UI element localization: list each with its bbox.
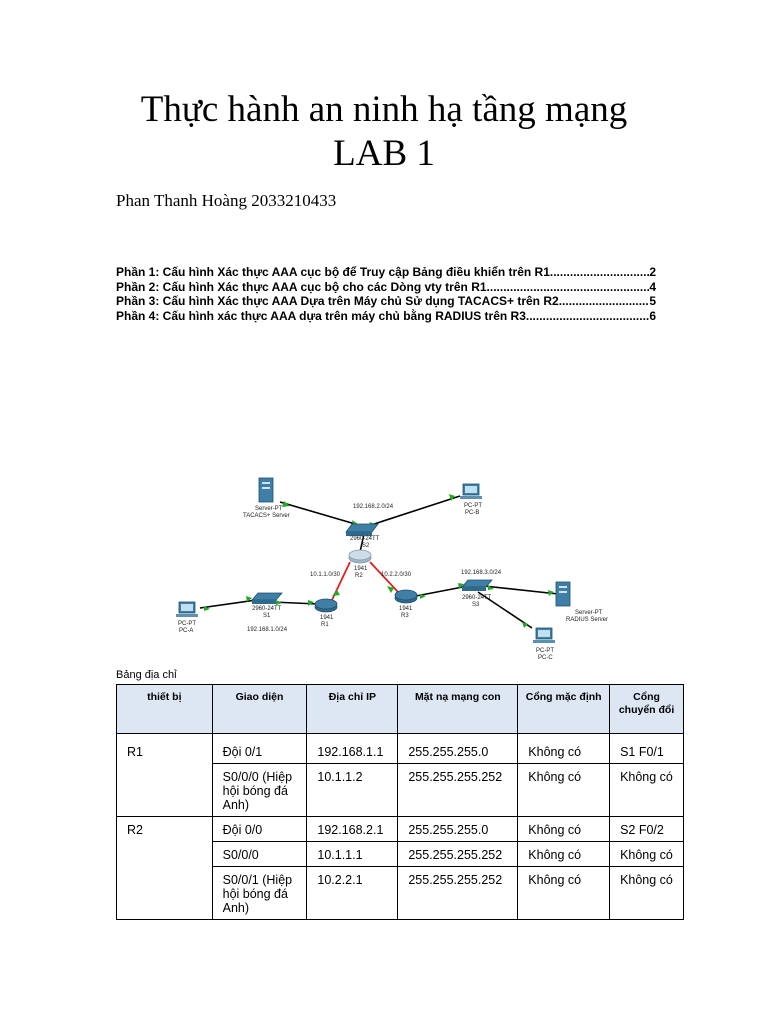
ip-cell: 10.1.1.2 xyxy=(307,764,398,817)
tacacs-name-label: TACACS+ Server xyxy=(243,513,290,519)
radius-server-icon[interactable] xyxy=(556,582,570,606)
gateway-cell: Không có xyxy=(518,739,610,764)
title-line-2: LAB 1 xyxy=(333,133,435,174)
toc-item-text: Phần 4: Cấu hình xác thực AAA dựa trên máy chủ bằng RADIUS trên R3 xyxy=(116,308,526,323)
link-pcb-s2 xyxy=(368,496,460,526)
toc-item-2[interactable] xyxy=(116,280,656,295)
s3-name-label: S3 xyxy=(472,602,480,608)
pc-c-icon[interactable] xyxy=(533,628,555,643)
switch-port-cell: S2 F0/2 xyxy=(610,817,684,842)
r2-name-label: R2 xyxy=(355,573,363,579)
interface-cell: S0/0/0 xyxy=(212,842,307,867)
switch-s3-icon[interactable] xyxy=(462,580,492,591)
router-r2-icon[interactable] xyxy=(349,550,371,563)
toc-item-text: Phần 3: Cấu hình Xác thực AAA Dựa trên Máy chủ Sử dụng TACACS+ trên R2 xyxy=(116,294,559,308)
r2-model-label: 1941 xyxy=(354,566,368,572)
table-of-contents xyxy=(116,265,656,323)
mask-cell: 255.255.255.252 xyxy=(398,842,518,867)
switch-port-cell: Không có xyxy=(610,764,684,817)
switch-port-cell: Không có xyxy=(610,867,684,920)
radius-type-label: Server-PT xyxy=(575,610,603,616)
net-192-168-1-label: 192.168.1.0/24 xyxy=(247,627,288,633)
r3-model-label: 1941 xyxy=(399,606,413,612)
network-topology-diagram xyxy=(172,462,622,672)
gateway-cell: Không có xyxy=(518,842,610,867)
header-default-gateway: Cổng mặc định xyxy=(518,685,610,734)
mask-cell: 255.255.255.252 xyxy=(398,867,518,920)
mask-cell: 255.255.255.0 xyxy=(398,817,518,842)
pc-b-name-label: PC-B xyxy=(465,510,480,516)
table-header-row xyxy=(117,685,684,734)
toc-page-number: 2 xyxy=(649,265,656,279)
title-line-1: Thực hành an ninh hạ tầng mạng xyxy=(140,89,628,130)
addressing-table xyxy=(116,684,684,920)
switch-port-cell: Không có xyxy=(610,842,684,867)
gateway-cell: Không có xyxy=(518,764,610,817)
net-192-168-2-label: 192.168.2.0/24 xyxy=(353,504,394,510)
pc-c-type-label: PC-PT xyxy=(536,648,554,654)
toc-page-number: 4 xyxy=(649,279,656,294)
interface-cell: Đội 0/0 xyxy=(212,817,307,842)
ip-cell: 192.168.2.1 xyxy=(307,817,398,842)
mask-cell: 255.255.255.252 xyxy=(398,764,518,817)
toc-item-4[interactable] xyxy=(116,309,656,324)
table-row xyxy=(117,739,684,764)
s2-name-label: S2 xyxy=(362,543,370,549)
ip-cell: 10.1.1.1 xyxy=(307,842,398,867)
header-ip-address: Địa chỉ IP xyxy=(307,685,398,734)
gateway-cell: Không có xyxy=(518,817,610,842)
s3-model-label: 2960-24TT xyxy=(462,595,492,601)
pc-a-type-label: PC-PT xyxy=(178,621,196,627)
interface-cell: S0/0/1 (Hiệp hội bóng đá Anh) xyxy=(212,867,307,920)
link-s3-radius xyxy=(484,586,558,594)
router-r1-icon[interactable] xyxy=(315,599,337,612)
toc-page-number: 5 xyxy=(649,294,656,308)
table-row xyxy=(117,817,684,842)
pc-a-name-label: PC-A xyxy=(179,628,194,634)
router-r3-icon[interactable] xyxy=(395,590,417,603)
pc-b-type-label: PC-PT xyxy=(464,503,482,509)
toc-item-3[interactable] xyxy=(116,294,656,309)
pc-b-icon[interactable] xyxy=(460,484,482,499)
header-interface: Giao diện xyxy=(212,685,307,734)
gateway-cell: Không có xyxy=(518,867,610,920)
radius-name-label: RADIUS Server xyxy=(566,617,609,623)
toc-page-number: 6 xyxy=(649,308,656,323)
table-caption: Bảng địa chỉ xyxy=(116,669,177,681)
toc-item-text: Phần 1: Cấu hình Xác thực AAA cục bộ để Truy cập Bảng điều khiển trên R1 xyxy=(116,265,550,279)
link-tacacs-s2 xyxy=(280,502,362,526)
net-10-2-2-label: 10.2.2.0/30 xyxy=(381,572,412,578)
header-device: thiết bị xyxy=(117,685,213,734)
toc-item-1[interactable] xyxy=(116,265,656,280)
document-title xyxy=(0,88,768,176)
switch-port-cell: S1 F0/1 xyxy=(610,739,684,764)
toc-item-text: Phần 2: Cấu hình Xác thực AAA cục bộ cho các Dòng vty trên R1 xyxy=(116,279,487,294)
toc-leader-dots xyxy=(550,265,649,280)
interface-cell: S0/0/0 (Hiệp hội bóng đá Anh) xyxy=(212,764,307,817)
toc-leader-dots xyxy=(559,294,650,309)
mask-cell: 255.255.255.0 xyxy=(398,739,518,764)
interface-cell: Đội 0/1 xyxy=(212,739,307,764)
switch-s2-icon[interactable] xyxy=(346,524,378,536)
toc-leader-dots xyxy=(526,309,649,324)
header-switch-port: Cổng chuyển đổi xyxy=(610,685,684,734)
net-10-1-1-label: 10.1.1.0/30 xyxy=(310,572,341,578)
pc-a-icon[interactable] xyxy=(176,602,198,617)
topology-svg xyxy=(172,462,622,672)
author-line: Phan Thanh Hoàng 2033210433 xyxy=(116,191,337,210)
r1-name-label: R1 xyxy=(321,622,329,628)
s2-model-label: 2960-24TT xyxy=(350,536,380,542)
s1-model-label: 2960-24TT xyxy=(252,606,282,612)
device-cell: R1 xyxy=(117,739,213,817)
tacacs-server-icon[interactable] xyxy=(259,478,273,502)
ip-cell: 10.2.2.1 xyxy=(307,867,398,920)
tacacs-type-label: Server-PT xyxy=(255,506,283,512)
header-subnet-mask: Mặt nạ mạng con xyxy=(398,685,518,734)
r3-name-label: R3 xyxy=(401,613,409,619)
r1-model-label: 1941 xyxy=(320,615,334,621)
ip-cell: 192.168.1.1 xyxy=(307,739,398,764)
s1-name-label: S1 xyxy=(263,613,271,619)
pc-c-name-label: PC-C xyxy=(538,655,553,661)
device-cell: R2 xyxy=(117,817,213,920)
net-192-168-3-label: 192.168.3.0/24 xyxy=(461,570,502,576)
toc-leader-dots xyxy=(487,280,650,295)
